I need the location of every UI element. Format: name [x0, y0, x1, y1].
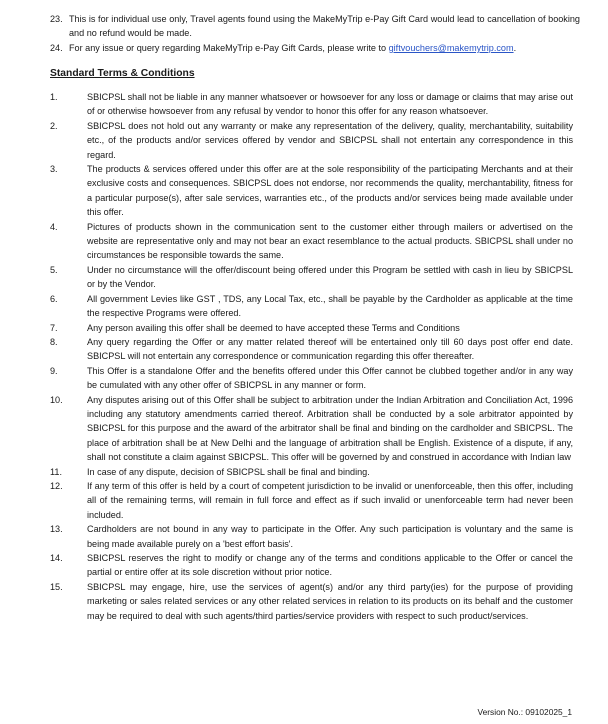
terms-list	[50, 90, 573, 623]
term-number: 4.	[50, 221, 58, 232]
term-item	[50, 90, 573, 119]
list-item-text-before: For any issue or query regarding MakeMyTrip e-Pay Gift Cards, please write to	[69, 42, 389, 53]
term-item	[50, 292, 573, 321]
term-item	[50, 263, 573, 292]
term-text: All government Levies like GST , TDS, any Local Tax, etc., shall be payable by the Cardholder as applicable at the time the respective Programs were offered.	[87, 293, 573, 319]
term-number: 2.	[50, 120, 58, 131]
term-number: 11.	[50, 466, 62, 477]
term-number: 10.	[50, 394, 63, 405]
term-item	[50, 162, 573, 220]
term-text: Cardholders are not bound in any way to participate in the Offer. Any such participation is voluntary and the same is being made available purely on a 'best effort basis'.	[87, 524, 573, 549]
term-number: 7.	[50, 322, 58, 333]
list-item	[50, 41, 580, 55]
term-text: Under no circumstance will the offer/discount being offered under this Program be settled with cash in lieu by SBICPSL or by the Vendor.	[87, 264, 573, 290]
term-number: 12.	[50, 480, 63, 491]
term-item	[50, 335, 573, 364]
support-email-link[interactable]: giftvouchers@makemytrip.com	[388, 42, 514, 53]
term-text: Pictures of products shown in the communication sent to the customer either through mailers or advertised on the website are representative only and may not bear an exact resemblance to the actual products. SBICPSL shall under no circumstances be responsible towards the same.	[87, 221, 573, 261]
list-item-text	[69, 41, 580, 55]
continued-list	[50, 12, 580, 55]
term-number: 3.	[50, 164, 58, 175]
term-item	[50, 321, 573, 335]
term-text: Any query regarding the Offer or any matter related thereof will be entertained only till 60 days post offer end date. SBICPSL will not entertain any correspondence or communication regarding this offer thereafter.	[87, 336, 573, 362]
term-text: The products & services offered under this offer are at the sole responsibility of the participating Merchants and at their exclusive costs and consequences. SBICPSL does not endorse, nor recommends the quality, merchantability, fitness for a particular purpose(s), after sale services, warranties etc., of the products and/or services being made available under this offer.	[87, 164, 573, 218]
term-number: 1.	[50, 92, 58, 102]
term-text: Any person availing this offer shall be deemed to have accepted these Terms and Conditions	[87, 322, 460, 333]
term-text: SBICPSL does not hold out any warranty or make any representation of the delivery, quality, merchantability, suitability etc., of the products and/or services offered by vendor and SBICPSL shall not entertain any correspondence in this regard.	[87, 120, 573, 160]
section-heading: Standard Terms & Conditions	[50, 68, 195, 79]
term-number: 13.	[50, 524, 63, 535]
term-item	[50, 364, 573, 393]
term-text: If any term of this offer is held by a court of competent jurisdiction to be invalid or unenforceable, then this offer, including all of the remaining terms, will remain in full force and effect as if such invalid or unenforceable term had never been included.	[87, 480, 573, 520]
term-number: 5.	[50, 264, 58, 275]
term-number: 6.	[50, 293, 58, 304]
term-text: In case of any dispute, decision of SBICPSL shall be final and binding.	[87, 466, 370, 477]
term-number: 9.	[50, 365, 58, 376]
list-item-text-after: .	[513, 42, 517, 53]
term-item	[50, 580, 573, 623]
term-item	[50, 220, 573, 263]
term-number: 14.	[50, 553, 63, 563]
term-number: 8.	[50, 336, 58, 347]
list-item-number: 23.	[50, 14, 63, 24]
term-item	[50, 393, 573, 465]
list-item-text: This is for individual use only, Travel agents found using the MakeMyTrip e-Pay Gift Card would lead to cancellation of booking and no refund would be made.	[69, 14, 580, 39]
term-text: This Offer is a standalone Offer and the benefits offered under this Offer cannot be clubbed together and/or in any way be cumulated with any other offer of SBICPSL in any manner or form.	[87, 365, 573, 391]
term-text: SBICPSL may engage, hire, use the services of agent(s) and/or any third party(ies) for the purpose of providing marketing or sales related services or any other related services in relation to its products on its behalf and the customer may be required to deal with such agents/third parties/service providers with respect to such product/services.	[87, 581, 573, 621]
term-item	[50, 119, 573, 162]
list-item-number: 24.	[50, 42, 63, 53]
term-item	[50, 465, 573, 479]
term-item	[50, 522, 573, 551]
term-text: SBICPSL reserves the right to modify or change any of the terms and conditions applicable to the Offer or cancel the partial or entire offer at its sole discretion without prior notice.	[87, 553, 573, 578]
term-number: 15.	[50, 581, 63, 592]
list-item	[50, 12, 580, 41]
term-item	[50, 551, 573, 580]
term-item	[50, 479, 573, 522]
term-text: SBICPSL shall not be liable in any manner whatsoever or howsoever for any loss or damage or claims that may arise out of or otherwise howsoever from any refusal by vendor to honor this offer for any reason whatsoever.	[87, 92, 573, 117]
version-number: Version No.: 09102025_1	[477, 707, 572, 717]
term-text: Any disputes arising out of this Offer shall be subject to arbitration under the Indian Arbitration and Conciliation Act, 1996 including any statutory amendments carried thereof. Arbitration shall be conducted by a sole arbitrator appointed by SBICPSL for this purpose and the award of the arbitrator shall be final and binding on the cardholder and SBICPSL. The place of arbitration shall be at New Delhi and the language of arbitration shall be English. Existence of a dispute, if any, shall not constitute a claim against SBICPSL. This offer will be governed by and construed in accordance with Indian law	[87, 394, 573, 463]
